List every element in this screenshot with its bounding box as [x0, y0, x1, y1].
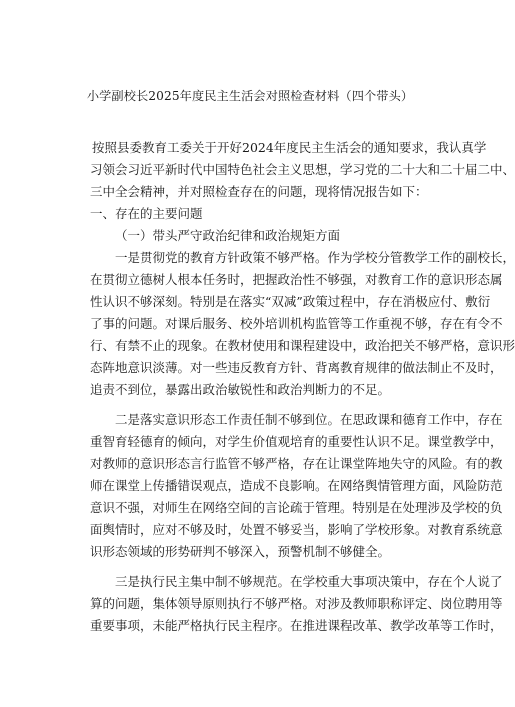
text-line: 性认识不够深刻。特别是在落实“双减”政策过程中，存在消极应付、敷衍	[90, 294, 491, 309]
text-line: 了事的问题。对课后服务、校外培训机构监管等工作重视不够，存在有令不	[90, 316, 503, 331]
text-line: 追责不到位，暴露出政治敏锐性和政治判断力的不足。	[90, 382, 391, 397]
text-line: 二是落实意识形态工作责任制不够到位。在思政课和德育工作中，存在	[115, 412, 503, 427]
intro-paragraph	[90, 137, 515, 203]
text-line: 行、有禁不止的现象。在教材使用和课程建设中，政治把关不够严格，意识形	[90, 338, 515, 353]
text-line: 识形态领域的形势研判不够深入，预警机制不够健全。	[90, 544, 391, 559]
paragraph-gap	[90, 563, 440, 571]
document-body	[90, 137, 515, 637]
text-line: 师在课堂上传播错误观点，造成不良影响。在网络舆情管理方面，风险防范	[90, 478, 503, 493]
text-line: 三是执行民主集中制不够规范。在学校重大事项决策中，存在个人说了	[115, 574, 503, 589]
text-line: 一是贯彻党的教育方针政策不够严格。作为学校分管教学工作的副校长，	[115, 250, 515, 265]
subsection-heading: （一）带头严守政治纪律和政治规矩方面	[115, 228, 341, 243]
text-line: 对教师的意识形态言行监管不够严格，存在让课堂阵地失守的风险。有的教	[90, 456, 503, 471]
paragraph-2	[90, 409, 503, 563]
text-line: 习领会习近平新时代中国特色社会主义思想，学习党的二十大和二十届二中、	[90, 162, 515, 177]
text-line: 重要事项，未能严格执行民主程序。在推进课程改革、教学改革等工作时，	[90, 618, 503, 633]
paragraph-gap	[90, 401, 440, 409]
text-line: 重智育轻德育的倾向，对学生价值观培育的重要性认识不足。课堂教学中，	[90, 434, 503, 449]
text-line: 三中全会精神，并对照检查存在的问题，现将情况报告如下：	[90, 184, 428, 199]
text-line: 算的问题，集体领导原则执行不够严格。对涉及教师职称评定、岗位聘用等	[90, 596, 503, 611]
text-line: 意识不强，对师生在网络空间的言论疏于管理。特别是在处理涉及学校的负	[90, 500, 503, 515]
document-title: 小学副校长2025年度民主生活会对照检查材料（四个带头）	[86, 89, 414, 103]
section-heading: 一、存在的主要问题	[90, 206, 203, 221]
text-line: 面舆情时，应对不够及时，处置不够妥当，影响了学校形象。对教育系统意	[90, 522, 503, 537]
paragraph-3	[90, 571, 503, 637]
text-line: 态阵地意识淡薄。对一些违反教育方针、背离教育规律的做法制止不及时，	[90, 360, 503, 375]
text-line: 在贯彻立德树人根本任务时，把握政治性不够强，对教育工作的意识形态属	[90, 272, 503, 287]
text-line: 按照县委教育工委关于开好2024年度民主生活会的通知要求，我认真学	[92, 140, 487, 155]
paragraph-1	[90, 247, 515, 401]
